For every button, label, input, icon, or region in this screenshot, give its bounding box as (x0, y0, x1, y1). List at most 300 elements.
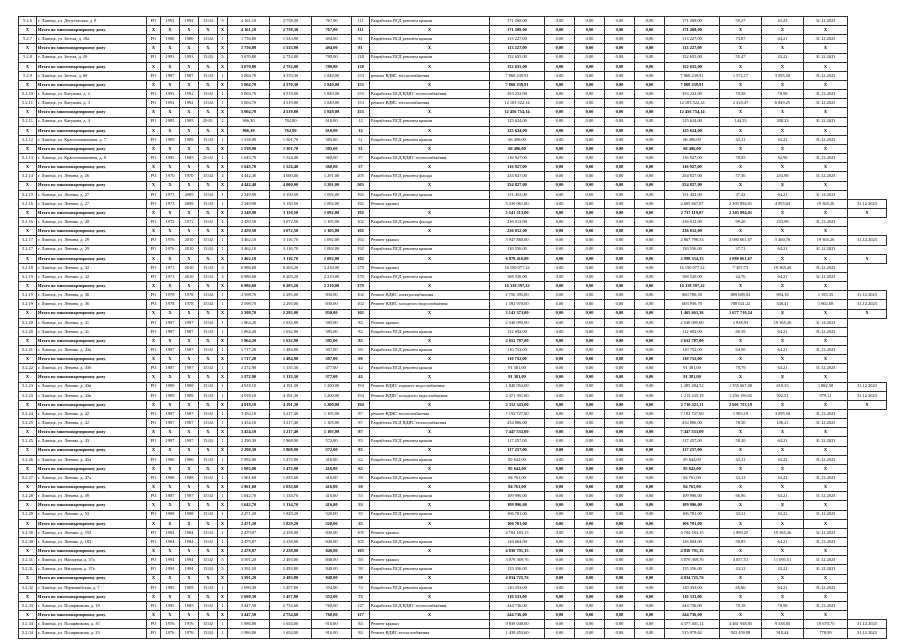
table-cell: 0,00 (635, 71, 665, 80)
table-cell: 5.2.16 (19, 199, 37, 208)
table-cell: X (370, 144, 490, 153)
table-cell: 1989 (161, 382, 180, 391)
table-cell: 572,00 (312, 446, 352, 455)
table-cell: 0,00 (545, 99, 575, 108)
table-cell: X (180, 144, 199, 153)
table-cell: 2 305 094,01 (720, 199, 762, 208)
table-cell: 144,55 (720, 117, 762, 126)
table-cell: X (19, 501, 37, 510)
table-cell: 2 418,47 (720, 99, 762, 108)
table-cell: 15.02 (199, 272, 218, 281)
table-cell: X (161, 355, 180, 364)
table-cell: X (180, 181, 199, 190)
table-cell: 0,00 (575, 227, 605, 236)
table-cell: X (19, 428, 37, 437)
table-cell: 4 370,30 (270, 80, 312, 89)
table-cell: 12 (352, 126, 370, 135)
table-cell: 110 333,00 (665, 583, 720, 592)
table-cell: 2 290,30 (228, 446, 270, 455)
table-cell: 0,00 (575, 108, 605, 117)
table-cell: X (218, 208, 228, 217)
table-cell: 1 (218, 419, 228, 428)
table-cell: 5.2.20 (19, 318, 37, 327)
table-cell: 6 986,60 (228, 272, 270, 281)
table-cell: 2 867 798,33 (665, 236, 720, 245)
table-cell: X (19, 519, 37, 528)
table-cell: г. Липецк, ул. Зегеля, д. 29 (37, 53, 147, 62)
table-cell: 85 642,00 (665, 455, 720, 464)
table-cell: 31.12.2023 (804, 528, 848, 537)
table-cell: 2 493,80 (270, 556, 312, 565)
table-cell: 31.12.2023 (804, 135, 848, 144)
table-cell: 1 092,00 (312, 199, 352, 208)
table-cell: 31.12.2023 (804, 327, 848, 336)
table-cell: 0,00 (635, 263, 665, 272)
table-cell: 2010 (180, 272, 199, 281)
table-cell: 1970 (161, 172, 180, 181)
table-cell: X (804, 254, 848, 263)
table-row (19, 629, 887, 638)
table-cell: 1994 (180, 565, 199, 574)
table-cell: 125 624,00 (490, 117, 545, 126)
table-cell: 5.2.19 (19, 300, 37, 309)
table-cell: 85 642,00 (665, 464, 720, 473)
table-cell: 31.12.2023 (848, 629, 887, 638)
table-cell: 0,00 (635, 437, 665, 446)
table-cell: 1 (218, 528, 228, 537)
table-cell: РО (147, 455, 161, 464)
table-cell: X (370, 254, 490, 263)
table-cell: 2010 (180, 263, 199, 272)
table-cell: 192 (352, 208, 370, 217)
table-total-row (19, 446, 887, 455)
table-cell: 1 849,00 (312, 80, 352, 89)
table-cell: X (19, 373, 37, 382)
table-cell: 0,00 (605, 382, 635, 391)
table-cell: 58 (352, 483, 370, 492)
table-cell: 2 295,00 (270, 291, 312, 300)
table-cell: 50,85 (720, 538, 762, 547)
table-cell: 0,00 (635, 382, 665, 391)
table-cell: 1987 (161, 410, 180, 419)
table-cell: г. Липецк, ул. Полярникова, д. 18 (37, 602, 147, 611)
table-cell: 5.2.15 (19, 190, 37, 199)
table-cell: X (199, 144, 218, 153)
table-cell: 0,00 (635, 108, 665, 117)
table-row (19, 620, 887, 629)
table-cell: 19 365,26 (762, 318, 804, 327)
table-cell: X (19, 464, 37, 473)
table-cell: 0,00 (545, 400, 575, 409)
table-cell: X (199, 592, 218, 601)
table-cell: X (370, 483, 490, 492)
table-cell: 1985 (161, 583, 180, 592)
table-cell: 1976 (161, 629, 180, 638)
table-cell: 4 377 401,12 (665, 620, 720, 629)
table-cell: X (804, 501, 848, 510)
table-total-row (19, 282, 887, 291)
table-cell: X (199, 547, 218, 556)
table-row (19, 602, 887, 611)
table-cell: 1 (218, 620, 228, 629)
table-cell: X (19, 400, 37, 409)
table-cell: X (762, 428, 804, 437)
table-cell: X (218, 227, 228, 236)
table-cell: X (147, 592, 161, 601)
table-cell: 5.2.10 (19, 90, 37, 99)
table-cell: 192 (352, 199, 370, 208)
table-cell: X (19, 80, 37, 89)
table-cell: 15.02 (199, 528, 218, 537)
table-cell: X (370, 126, 490, 135)
table-cell: 3 150,50 (270, 199, 312, 208)
table-cell: 0,00 (575, 236, 605, 245)
table-cell: 254 827,00 (490, 181, 545, 190)
table-cell: Разработка ПСД ремонта крыши (370, 17, 490, 26)
table-cell: 1 301,70 (270, 144, 312, 153)
table-cell: 43,21 (720, 455, 762, 464)
table-cell: X (161, 464, 180, 473)
table-cell: 0,00 (635, 199, 665, 208)
table-cell: 2010 (180, 236, 199, 245)
table-cell: Разработка ПСД ВДИС теплоснабжения (370, 419, 490, 428)
table-cell: г. Липецк, ул. Первомайская, д. 7 (37, 583, 147, 592)
table-cell: 1984 (180, 538, 199, 547)
table-cell: X (161, 26, 180, 35)
table-cell: 12 456 754,14 (665, 108, 720, 117)
table-cell: X (804, 547, 848, 556)
table-cell: X (848, 254, 887, 263)
table-cell: 12 456 754,14 (490, 108, 545, 117)
table-cell: 66 496,00 (490, 135, 545, 144)
table-cell: 6 986,60 (228, 282, 270, 291)
table-cell: 208,23 (762, 117, 804, 126)
table-cell: 1 439 453,60 (490, 629, 545, 638)
table-cell: 153 (352, 108, 370, 117)
table-cell: 5 (218, 17, 228, 26)
table-cell: 31.12.2023 (804, 455, 848, 464)
table-cell: X (147, 163, 161, 172)
table-cell: 7 868 239,91 (490, 71, 545, 80)
table-cell: 0,00 (575, 190, 605, 199)
table-cell: 1993 (161, 53, 180, 62)
table-cell: 3 217,40 (270, 410, 312, 419)
table-cell: 25.02 (199, 154, 218, 163)
table-total-row (19, 44, 887, 53)
table-cell: X (199, 483, 218, 492)
table-cell: 3 879 369,76 (490, 556, 545, 565)
table-cell: Разработка ПСД ремонта крыши (370, 327, 490, 336)
table-cell: 2 479,87 (228, 547, 270, 556)
table-cell: Разработка ПСД ремонта крыши (370, 437, 490, 446)
table-cell: X (19, 483, 37, 492)
table-cell: 66 496,00 (490, 144, 545, 153)
table-cell: 0,00 (605, 538, 635, 547)
table-cell: 0,00 (635, 611, 665, 620)
table-cell: X (180, 80, 199, 89)
table-cell: 0,00 (605, 629, 635, 638)
table-cell: 3 072,50 (270, 218, 312, 227)
table-cell: 42 (352, 373, 370, 382)
table-cell: 19 365,26 (804, 236, 848, 245)
table-cell: г. Липецк, ул. Ленина, д. 102 (37, 538, 147, 547)
table-cell: 91 381,00 (665, 373, 720, 382)
table-cell: X (370, 519, 490, 528)
table-cell: 0,00 (575, 53, 605, 62)
table-cell: 494,00 (312, 44, 352, 53)
table-cell: 1992 (161, 99, 180, 108)
table-cell: X (161, 44, 180, 53)
table-row (19, 565, 887, 574)
table-cell: 840,00 (312, 538, 352, 547)
table-cell: X (762, 282, 804, 291)
table-cell: 1 986,80 (228, 620, 270, 629)
table-cell: РО (147, 382, 161, 391)
table-total-row (19, 126, 887, 135)
table-cell: 416,00 (312, 464, 352, 473)
table-cell: 0,00 (605, 236, 635, 245)
table-cell: 0,00 (575, 135, 605, 144)
table-cell: 610,00 (312, 117, 352, 126)
table-cell: 69 (352, 346, 370, 355)
table-row (19, 327, 887, 336)
table-cell: 7 447 533,00 (665, 428, 720, 437)
table-cell: X (180, 282, 199, 291)
table-cell: 1987 (180, 419, 199, 428)
table-total-row (19, 336, 887, 345)
table-cell: 0,00 (545, 199, 575, 208)
table-cell: 0,00 (545, 574, 575, 583)
table-cell: Разработка ПСД ремонта крыши (370, 346, 490, 355)
table-cell: X (370, 181, 490, 190)
table-cell: Разработка ПСД ремонта крыши (370, 190, 490, 199)
table-cell: X (147, 446, 161, 455)
table-cell: 0,00 (575, 620, 605, 629)
table-cell: 5.2.23 (19, 382, 37, 391)
table-cell: X (370, 208, 490, 217)
table-cell: 416,00 (312, 474, 352, 483)
table-cell: 2 598,70 (228, 291, 270, 300)
table-cell: 1987 (180, 327, 199, 336)
table-cell: 0,00 (575, 282, 605, 291)
table-cell: 0,00 (575, 437, 605, 446)
table-cell: 0,00 (575, 272, 605, 281)
table-cell: 1987 (161, 71, 180, 80)
table-cell: 64,21 (762, 327, 804, 336)
table-cell: 2 998 354,33 (665, 254, 720, 263)
table-cell: 4 918,10 (228, 391, 270, 400)
table-cell: 0,00 (575, 538, 605, 547)
table-cell: 16 318 597,22 (665, 282, 720, 291)
table-cell: 5.2.17 (19, 245, 37, 254)
table-cell: 0,00 (545, 373, 575, 382)
table-cell: 0,00 (575, 17, 605, 26)
table-cell: 0,00 (605, 428, 635, 437)
table-cell: 1985 (161, 602, 180, 611)
table-cell: 153 (352, 99, 370, 108)
table-cell: 5.2.9 (19, 71, 37, 80)
table-cell: 279 (352, 272, 370, 281)
table-cell: 1984 (161, 528, 180, 537)
table-cell: X (19, 547, 37, 556)
table-cell: 58,20 (720, 437, 762, 446)
table-cell: 0,00 (635, 592, 665, 601)
table-cell: 5.2.24 (19, 410, 37, 419)
table-cell: 0,00 (605, 272, 635, 281)
table-cell: 1987 (180, 71, 199, 80)
table-cell: 1 355 667,00 (720, 382, 762, 391)
table-cell: 848,00 (312, 556, 352, 565)
table-cell: X (720, 108, 762, 117)
table-cell: 3 116,70 (270, 254, 312, 263)
table-cell: X (199, 446, 218, 455)
table-cell: 15.02 (199, 35, 218, 44)
table-cell: 767,00 (312, 17, 352, 26)
table-cell: 5.2.19 (19, 291, 37, 300)
table-cell: 0,00 (605, 611, 635, 620)
table-cell: Разработка ПСД ремонта фасада (370, 172, 490, 181)
table-cell: 116 927,00 (490, 163, 545, 172)
table-cell: 5 004,70 (228, 99, 270, 108)
table-cell: 82 (352, 318, 370, 327)
table-cell: 236 012,00 (490, 227, 545, 236)
table-cell: 0,00 (545, 135, 575, 144)
table-cell: г. Липецк, ул. Полярникова, д. 35 (37, 629, 147, 638)
table-cell: 0,00 (605, 455, 635, 464)
table-cell: 0,00 (545, 382, 575, 391)
table-cell: 0,00 (635, 318, 665, 327)
table-cell: 0,00 (635, 163, 665, 172)
table-cell: X (19, 282, 37, 291)
table-cell: 5 004,70 (228, 71, 270, 80)
table-row (19, 291, 887, 300)
table-cell: 1 (218, 510, 228, 519)
table-cell: 0,00 (635, 218, 665, 227)
table-cell: г. Липецк, ул. Зегеля, д. 18а (37, 35, 147, 44)
table-cell: 15.02 (199, 300, 218, 309)
table-cell: 0,00 (605, 99, 635, 108)
table-cell: X (180, 592, 199, 601)
table-cell: РО (147, 263, 161, 272)
table-cell: 5.2.33 (19, 602, 37, 611)
table-cell: X (161, 574, 180, 583)
table-row (19, 272, 887, 281)
table-cell: 5.2.27 (19, 474, 37, 483)
table-cell: 0,00 (635, 44, 665, 53)
table-cell: X (180, 108, 199, 117)
table-cell: 0,00 (575, 419, 605, 428)
table-cell: 3 995,58 (762, 71, 804, 80)
table-cell: 244 736,00 (490, 611, 545, 620)
table-cell: 0,00 (545, 437, 575, 446)
table-cell: 15.02 (199, 218, 218, 227)
table-cell: 1978 (180, 291, 199, 300)
table-cell: X (147, 80, 161, 89)
table-cell: 15.02 (199, 190, 218, 199)
table-cell: Итого по многоквартирному дому (37, 44, 147, 53)
table-cell: 2 652 787,00 (665, 336, 720, 345)
table-cell: 254 806,00 (665, 419, 720, 428)
table-cell: X (161, 611, 180, 620)
table-cell: 3 217,40 (270, 419, 312, 428)
table-cell: 780,00 (312, 62, 352, 71)
table-cell: 2 471,20 (228, 519, 270, 528)
table-cell: 102 (352, 309, 370, 318)
table-cell: X (199, 519, 218, 528)
table-cell: X (147, 547, 161, 556)
table-cell: 35 (352, 510, 370, 519)
table-cell: 0,00 (635, 346, 665, 355)
table-cell: 111 (352, 26, 370, 35)
table-cell: 43,21 (720, 565, 762, 574)
table-cell: X (218, 464, 228, 473)
table-cell: 15.02 (199, 364, 218, 373)
table-cell: 0,00 (545, 117, 575, 126)
table-cell: X (199, 373, 218, 382)
table-row (19, 300, 887, 309)
table-cell: X (720, 428, 762, 437)
table-cell: 2 471 391,00 (490, 391, 545, 400)
table-cell: 2009 (180, 190, 199, 199)
table-cell: 353 232,00 (490, 90, 545, 99)
table-cell: 1987 (161, 492, 180, 501)
table-cell: 73 (352, 592, 370, 601)
table-cell: 0,00 (545, 474, 575, 483)
table-cell: 2 349,90 (228, 208, 270, 217)
table-cell: 2 295,00 (270, 309, 312, 318)
table-cell: 0,00 (635, 528, 665, 537)
table-cell: 254 827,00 (665, 172, 720, 181)
table-total-row (19, 519, 887, 528)
table-cell: X (370, 80, 490, 89)
table-cell: 126 604,00 (665, 538, 720, 547)
table-cell: 5.2.6 (19, 17, 37, 26)
table-cell: 0,00 (575, 309, 605, 318)
table-cell: 82 (352, 336, 370, 345)
table-cell: 31.12.2023 (804, 538, 848, 547)
table-cell: X (161, 254, 180, 263)
table-cell: 3 150,50 (270, 190, 312, 199)
table-cell: 128 (352, 62, 370, 71)
table-cell: X (147, 309, 161, 318)
table-cell: 0,00 (545, 144, 575, 153)
table-cell: X (19, 208, 37, 217)
table-cell: 502,51 (762, 391, 804, 400)
table-cell: X (804, 80, 848, 89)
table-cell: 79,79 (720, 364, 762, 373)
table-cell: X (370, 309, 490, 318)
table-cell: 1 849,00 (312, 108, 352, 117)
table-cell: Итого по многоквартирному дому (37, 62, 147, 71)
table-cell: 762,80 (270, 126, 312, 135)
table-cell: 0,00 (545, 592, 575, 601)
table-cell: 0,00 (545, 44, 575, 53)
table-cell: X (762, 144, 804, 153)
table-cell: X (720, 547, 762, 556)
table-cell: X (161, 501, 180, 510)
table-total-row (19, 80, 887, 89)
table-cell: 1 200,00 (312, 382, 352, 391)
table-cell: 0,00 (545, 538, 575, 547)
table-cell: 4 519,80 (270, 108, 312, 117)
table-cell: 2 754,60 (270, 611, 312, 620)
table-cell: 99,20 (720, 218, 762, 227)
table-cell: 0,00 (545, 355, 575, 364)
table-cell: 83 (352, 446, 370, 455)
table-cell: X (19, 108, 37, 117)
table-cell: 3 591,20 (228, 574, 270, 583)
table-cell: 0,00 (605, 62, 635, 71)
